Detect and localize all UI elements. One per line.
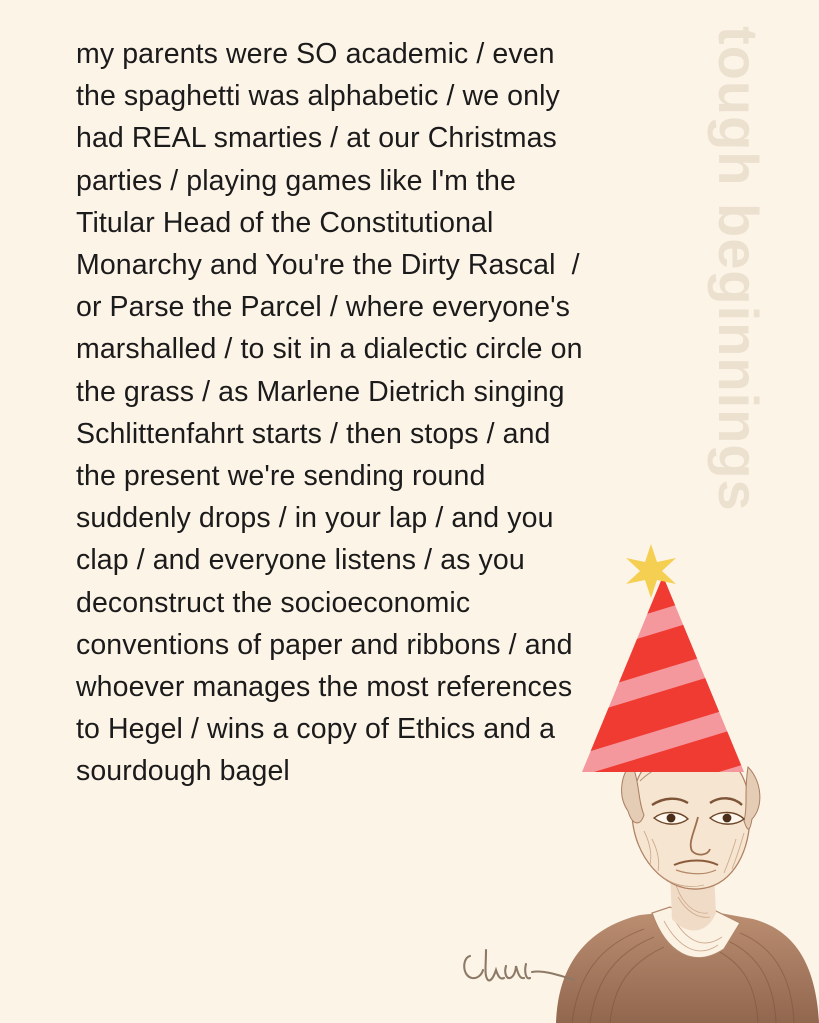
illustration-group xyxy=(548,500,819,1023)
party-hat xyxy=(578,572,748,792)
vertical-title: tough beginnings xyxy=(707,26,770,512)
artist-signature xyxy=(460,946,580,994)
star-icon xyxy=(622,542,680,600)
poem-body-text: my parents were SO academic / even the spaghetti was alphabetic / we only had REAL smarties / at our Christmas parties / playing games like I'm the Titular Head of the Constitutional Monarchy and You're the Dirty Rascal / or Parse the Parcel / where everyone's marshalled / to sit in a dialectic circle on the grass / as Marlene Dietrich singing Schlittenfahrt starts / then stops / and the present we're sending round suddenly drops / in your lap / and you clap / and everyone listens / as you deconstruct the socioeconomic conventions of paper and ribbons / and whoever manages the most references to Hegel / wins a copy of Ethics and a sourdough bagel xyxy=(76,38,591,788)
